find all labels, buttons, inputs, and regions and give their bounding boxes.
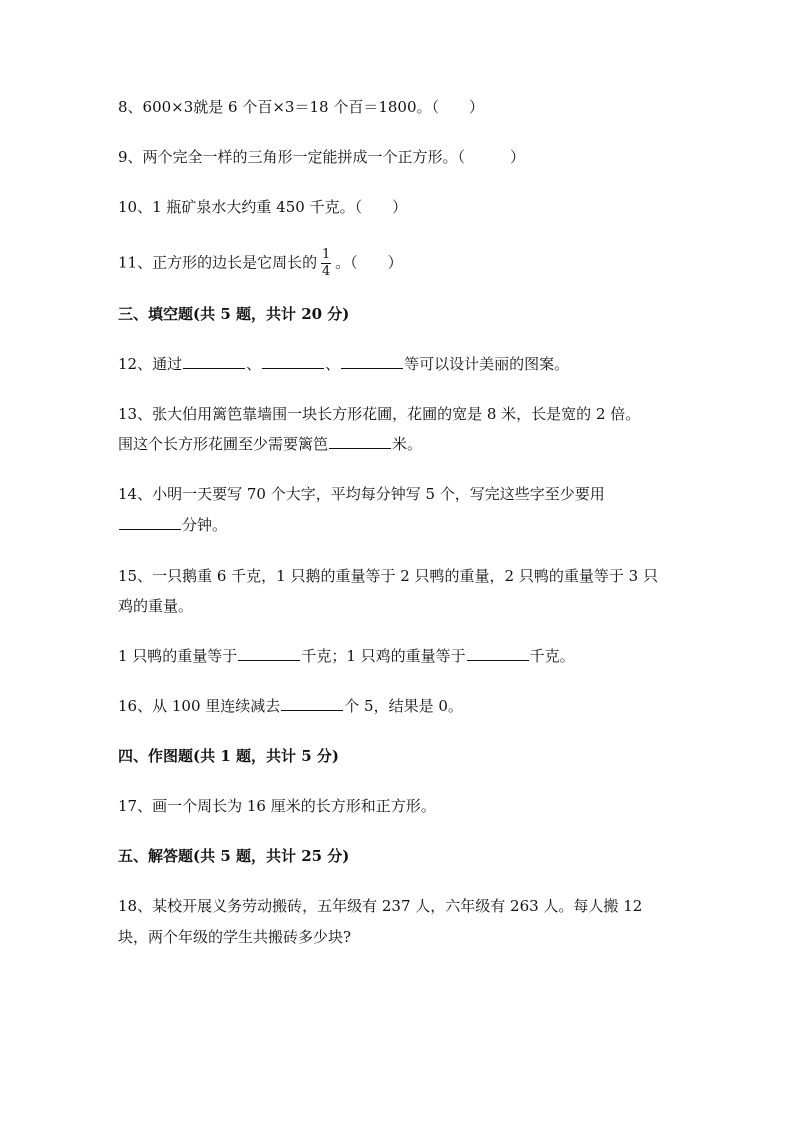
question-11-prefix: 11、正方形的边长是它周长的: [118, 253, 318, 272]
fraction-one-quarter: [321, 248, 331, 279]
fraction-numerator: 1: [321, 247, 331, 262]
question-11-suffix: 。（ ）: [335, 253, 403, 272]
answer-blank[interactable]: [238, 646, 300, 661]
question-13-text-a: 围这个长方形花圃至少需要篱笆: [118, 435, 329, 453]
question-15-line-1: 15、一只鹅重 6 千克，1 只鹅的重量等于 2 只鸭的重量，2 只鸭的重量等于 3 只: [118, 567, 658, 585]
fraction-denominator: 4: [321, 264, 331, 279]
question-13-text-b: 米。: [392, 435, 423, 453]
question-13-line-2: [118, 434, 422, 454]
question-11: [118, 248, 403, 279]
question-16-text-a: 16、从 100 里连续减去: [118, 697, 281, 715]
question-10: 10、1 瓶矿泉水大约重 450 千克。（ ）: [118, 198, 408, 216]
question-18-line-2: 块，两个年级的学生共搬砖多少块?: [118, 928, 352, 946]
section-3-title: 三、填空题(共 5 题，共计 20 分): [118, 305, 350, 323]
section-4-title: 四、作图题(共 1 题，共计 5 分): [118, 747, 339, 765]
question-9: 9、两个完全一样的三角形一定能拼成一个正方形。（ ）: [118, 148, 526, 166]
section-5-title: 五、解答题(共 5 题，共计 25 分): [118, 847, 350, 865]
separator: 、: [246, 355, 262, 373]
answer-blank[interactable]: [329, 434, 391, 449]
answer-blank[interactable]: [281, 696, 343, 711]
question-14-text-b: 分钟。: [182, 516, 228, 534]
question-8: 8、600×3就是 6 个百×3＝18 个百＝1800。（ ）: [118, 98, 485, 116]
question-15-text-a: 1 只鸭的重量等于: [118, 647, 238, 665]
question-15-line-2: 鸡的重量。: [118, 597, 194, 615]
question-14-line-1: 14、小明一天要写 70 个大字，平均每分钟写 5 个，写完这些字至少要用: [118, 485, 605, 503]
question-12: [118, 354, 569, 374]
question-18-line-1: 18、某校开展义务劳动搬砖，五年级有 237 人，六年级有 263 人。每人搬 12: [118, 897, 643, 915]
answer-blank[interactable]: [119, 515, 181, 530]
question-12-text-b: 等可以设计美丽的图案。: [404, 355, 570, 373]
question-17: 17、画一个周长为 16 厘米的长方形和正方形。: [118, 797, 436, 815]
question-14-line-2: [118, 515, 227, 535]
answer-blank[interactable]: [183, 354, 245, 369]
question-13-line-1: 13、张大伯用篱笆靠墙围一块长方形花圃，花圃的宽是 8 米，长是宽的 2 倍。: [118, 405, 641, 423]
answer-blank[interactable]: [341, 354, 403, 369]
answer-blank[interactable]: [262, 354, 324, 369]
question-15-text-c: 千克。: [529, 647, 575, 665]
question-12-text-a: 12、通过: [118, 355, 183, 373]
question-15-text-b: 千克；1 只鸡的重量等于: [301, 647, 466, 665]
separator: 、: [325, 355, 341, 373]
answer-blank[interactable]: [467, 646, 529, 661]
question-16-text-b: 个 5，结果是 0。: [344, 697, 463, 715]
question-15-line-3: [118, 646, 575, 666]
question-16: [118, 696, 463, 716]
